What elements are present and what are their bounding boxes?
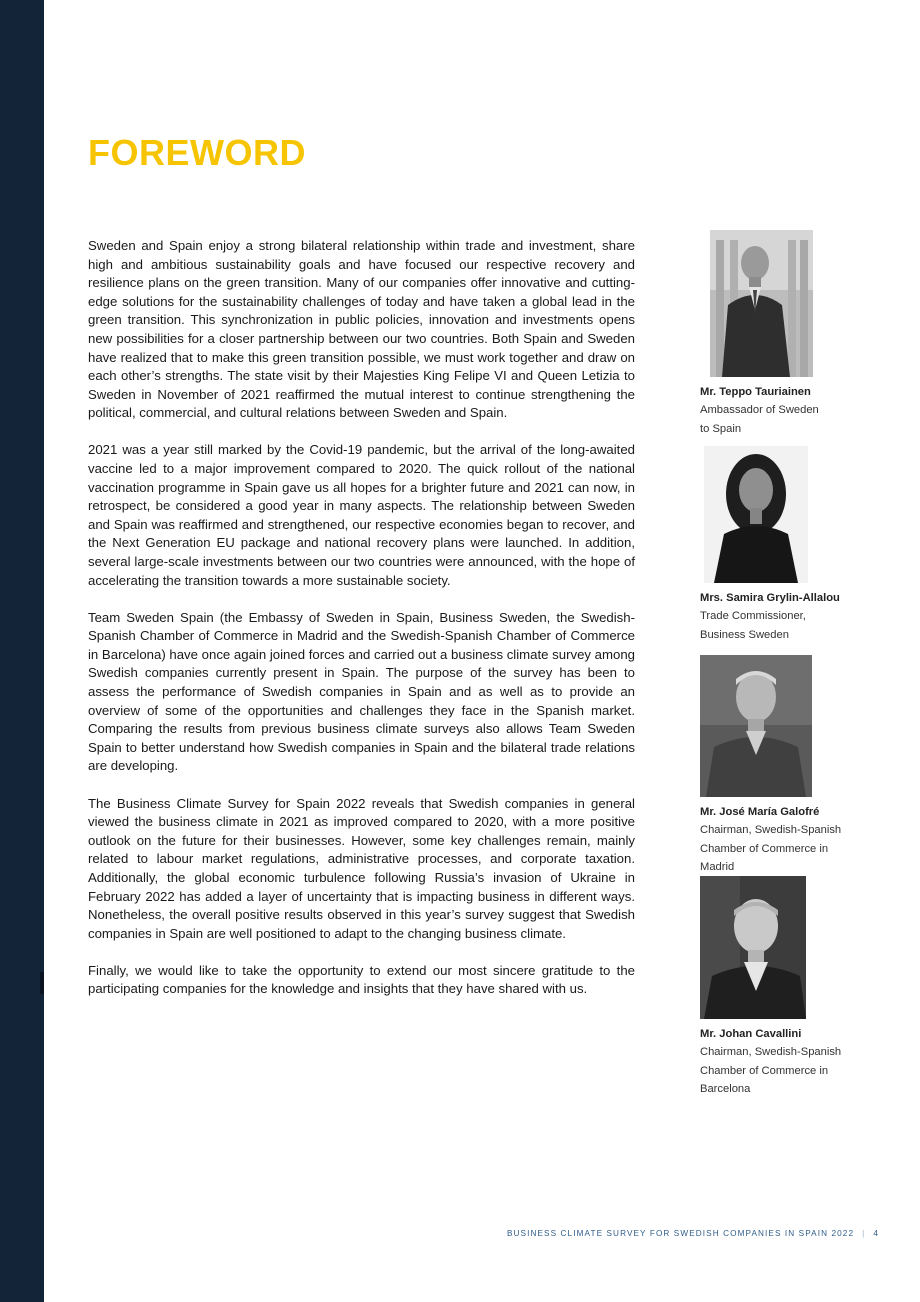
portrait-photo [704,446,808,583]
person-role-line: Chamber of Commerce in [700,842,829,855]
person-card-galofre [700,655,841,877]
person-name: Mr. Teppo Tauriainen [700,386,811,398]
person-card-tauriainen [700,230,819,438]
left-sidebar-bar [0,0,44,1302]
person-role-line: Chamber of Commerce in [700,1064,829,1077]
portrait-photo [700,655,812,797]
person-role-line: Chairman, Swedish-Spanish [700,1046,842,1058]
footer-separator: | [862,1229,866,1238]
portrait-photo [700,876,806,1019]
portrait-photo [710,230,813,377]
paragraph-2: 2021 was a year still marked by the Covid-19 pandemic, but the arrival of the long-awaited vaccine led to a major improvement compared to 2020. The quick rollout of the national vaccination programme in Spain gave us all hopes for a brighter future and 2021 can now, in retrospect, be considered a good year in many aspects. The relationship between Sweden and Spain was reaffirmed and strengthened, our respective economies began to recover, and the Next Generation EU package and national recovery plans were launched. In addition, several large-scale investments between our two countries were announced, with the hope of accelerating the transition towards a more sustainable society. [88,442,635,588]
person-name: Mr. José María Galofré [700,806,820,818]
person-role-line: Barcelona [700,1083,751,1096]
person-name: Mr. Johan Cavallini [700,1028,802,1040]
person-role-line: Chairman, Swedish-Spanish [700,824,842,836]
paragraph-4: The Business Climate Survey for Spain 2022 reveals that Swedish companies in general viewed the business climate in 2021 as improved compared to 2020, with a more positive outlook on the future for their businesses. However, some key challenges remain, mainly related to labour market regulations, administrative processes, and corporate taxation. Additionally, the global economic turbulence following Russia’s invasion of Ukraine in February 2022 has added a layer of uncertainty that is impacting business in different ways. Nonetheless, the overall positive results observed in this year’s survey suggest that Swedish companies in Spain are well positioned to adapt to the changing business climate. [88,795,635,941]
page-title: FOREWORD [88,132,306,173]
page-number: 4 [873,1229,879,1238]
person-card-grylin-allalou [700,446,840,644]
person-role-line: Trade Commissioner, [700,610,806,622]
person-role-line: Madrid [700,861,735,874]
person-role-line: Business Sweden [700,628,789,641]
page-footer [507,1229,879,1238]
paragraph-5: Finally, we would like to take the opportunity to extend our most sincere gratitude to the participating companies for the knowledge and insights that they have shared with us. [88,962,635,997]
sidebar-marker [40,972,44,994]
paragraph-3: Team Sweden Spain (the Embassy of Sweden in Spain, Business Sweden, the Swedish-Spanish Chamber of Commerce in Madrid and the Swedish-Spanish Chamber of Commerce in Barcelona) have once again joined forces and carried out a business climate survey among Swedish companies currently present in Spain. The purpose of the survey has been to assess the performance of Swedish companies in Spain and as well as to provide an overview of some of the opportunities and challenges they face in the Spanish market. Comparing the results from previous business climate surveys also allows Team Sweden Spain to better understand how Swedish companies in Spain and the bilateral trade relations are developing. [88,609,635,774]
person-role-line: to Spain [700,422,742,435]
footer-title: BUSINESS CLIMATE SURVEY FOR SWEDISH COMPANIES IN SPAIN 2022 [506,1229,855,1238]
person-card-cavallini [700,876,841,1099]
foreword-body [88,237,635,1017]
person-role-line: Ambassador of Sweden [700,404,819,416]
paragraph-1: Sweden and Spain enjoy a strong bilateral relationship within trade and investment, share high and ambitious sustainability goals and have focused our respective recovery and resilience plans on the green transition. Many of our companies offer innovative and cutting-edge solutions for the sustainability challenges of today and have taken a global lead in the green transition. This synchronization in public policies, innovation and investments opens new possibilities for a closer partnership between our two countries. Both Spain and Sweden have realized that to make this green transition possible, we must work together and draw on each other’s strengths. The state visit by their Majesties King Felipe VI and Queen Letizia to Sweden in November of 2021 reaffirmed the mutual interest to continue strengthening the political, commercial, and cultural relations between Sweden and Spain. [88,238,635,421]
person-name: Mrs. Samira Grylin-Allalou [700,592,840,604]
